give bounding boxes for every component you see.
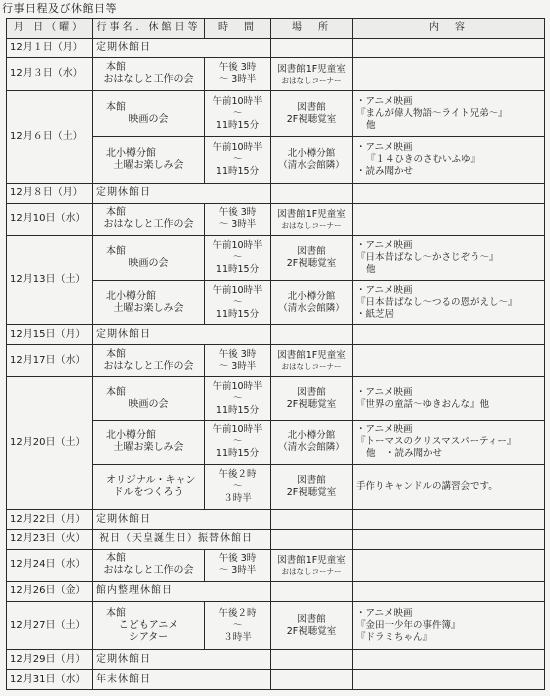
closure-cell: 年末休館日 [93, 670, 271, 690]
time-separator: 〜 [232, 480, 243, 492]
table-row [7, 90, 545, 137]
table-row [7, 377, 545, 421]
place-name: 図書館1F児童室 [277, 208, 346, 220]
empty-cell [271, 184, 353, 204]
date-cell: 12月１日（月） [7, 38, 93, 58]
place-cell [271, 420, 353, 464]
place-room: 2F視聴覚室 [286, 625, 337, 637]
time-end: 11時15分 [215, 263, 260, 275]
place-room: 2F視聴覚室 [286, 486, 337, 498]
time-end: 11時15分 [215, 119, 260, 131]
empty-cell [353, 529, 545, 549]
time-end: 11時15分 [215, 404, 260, 416]
time-start: 午後 3時 [218, 348, 257, 360]
table-row [7, 549, 545, 581]
content-line: 『金田一少年の事件簿』 [356, 619, 461, 631]
event-cell [93, 58, 205, 90]
content-cell [353, 90, 545, 137]
date-cell: 12月８日（月） [7, 184, 93, 204]
content-line: ・アニメ映画 [356, 95, 413, 107]
event-name: 映画の会 [128, 113, 169, 125]
content-cell [353, 236, 545, 281]
date-cell: 12月17日（水） [7, 345, 93, 377]
time-end: 〜 3時半 [218, 565, 257, 577]
event-cell [93, 137, 205, 184]
date-cell: 12月29日（月） [7, 650, 93, 670]
table-row [7, 38, 545, 58]
closure-cell: 定期休館日 [93, 650, 271, 670]
event-venue: 本館 [106, 245, 126, 257]
closure-cell: 定期休館日 [93, 38, 271, 58]
content-cell [353, 203, 545, 235]
event-name: おはなしと工作の会 [103, 219, 194, 231]
content-cell [353, 601, 545, 650]
table-row [7, 601, 545, 650]
empty-cell [353, 38, 545, 58]
content-line: 他 [366, 119, 376, 131]
event-venue: 北小樽分館 [106, 430, 156, 442]
event-name: おはなしと工作の会 [103, 74, 194, 86]
event-cell [93, 377, 205, 421]
event-name: 映画の会 [128, 398, 169, 410]
content-line: ・読み聞かせ [356, 166, 414, 178]
content-line: ・アニメ映画 [356, 239, 413, 251]
place-name: 図書館 [297, 386, 326, 398]
time-cell [205, 58, 271, 90]
place-name: 図書館1F児童室 [277, 350, 346, 362]
empty-cell [353, 581, 545, 601]
content-cell [353, 58, 545, 90]
event-cell [93, 549, 205, 581]
date-cell: 12月23日（火） [7, 529, 93, 549]
place-room: おはなしコーナー [281, 75, 342, 85]
event-cell [93, 203, 205, 235]
event-name: こどもアニメ [118, 619, 179, 631]
empty-cell [271, 670, 353, 690]
table-row [7, 670, 545, 690]
date-cell: 12月20日（土） [7, 377, 93, 510]
content-line: 『日本昔ばなし〜かさじぞう〜』 [356, 251, 499, 263]
place-name: 図書館 [297, 245, 326, 257]
event-venue: 本館 [106, 386, 126, 398]
event-cell [93, 280, 205, 325]
place-name: 図書館 [297, 101, 326, 113]
content-line: 『１４ひきのさむいふゆ』 [366, 154, 481, 166]
content-line: ・アニメ映画 [356, 284, 413, 296]
content-cell [353, 464, 545, 510]
time-start: 午前10時半 [212, 239, 263, 251]
time-cell [205, 420, 271, 464]
time-start: 午前10時半 [212, 284, 263, 296]
content-cell [353, 549, 545, 581]
content-line: ・アニメ映画 [356, 386, 413, 398]
place-cell [271, 601, 353, 650]
closure-cell: 定期休館日 [93, 325, 271, 345]
event-cell [93, 601, 205, 650]
empty-cell [353, 670, 545, 690]
event-cell [93, 345, 205, 377]
event-cell [93, 90, 205, 137]
place-cell [271, 58, 353, 90]
event-venue: 北小樽分館 [106, 290, 156, 302]
event-venue: 本館 [106, 553, 126, 565]
table-row [7, 203, 545, 235]
empty-cell [271, 325, 353, 345]
time-start: 午後２時 [218, 607, 257, 619]
table-row [7, 510, 545, 530]
time-end: 〜 3時半 [218, 360, 257, 372]
event-name: 土曜お楽しみ会 [113, 160, 184, 172]
place-cell [271, 377, 353, 421]
content-cell [353, 377, 545, 421]
date-cell: 12月31日（水） [7, 670, 93, 690]
table-row [7, 345, 545, 377]
place-cell [271, 345, 353, 377]
date-cell: 12月27日（土） [7, 601, 93, 650]
closure-cell: 祝日（天皇誕生日）振替休館日 [93, 529, 271, 549]
content-line: 手作りキャンドルの講習会です。 [356, 480, 498, 492]
event-name: オリジナル・キャン [106, 474, 196, 486]
content-line: 『トーマスのクリスマスパーティー』 [356, 436, 517, 448]
date-cell: 12月15日（月） [7, 325, 93, 345]
table-row [7, 581, 545, 601]
time-end: 〜 3時半 [218, 74, 257, 86]
event-cell [93, 236, 205, 281]
empty-cell [353, 650, 545, 670]
date-cell: 12月22日（月） [7, 510, 93, 530]
time-separator: 〜 [232, 154, 243, 166]
date-cell: 12月26日（金） [7, 581, 93, 601]
event-name: おはなしと工作の会 [103, 360, 194, 372]
place-name: 図書館 [297, 613, 326, 625]
event-name-cont: シアター [128, 631, 169, 643]
place-name: 図書館1F児童室 [277, 554, 346, 566]
place-name: 図書館 [297, 474, 326, 486]
place-cell [271, 236, 353, 281]
event-name: 土曜お楽しみ会 [113, 442, 184, 454]
time-separator: 〜 [232, 251, 243, 263]
event-cell [93, 464, 205, 510]
time-separator: 〜 [232, 436, 243, 448]
time-separator: 〜 [232, 392, 243, 404]
place-room: （清水会館隣） [278, 160, 345, 172]
event-venue: 本館 [106, 607, 126, 619]
event-venue: 本館 [106, 207, 126, 219]
time-start: 午前10時半 [212, 380, 263, 392]
content-line: ・アニメ映画 [356, 424, 413, 436]
empty-cell [271, 529, 353, 549]
table-row [7, 184, 545, 204]
empty-cell [271, 38, 353, 58]
content-line: ・アニメ映画 [356, 607, 413, 619]
place-name: 図書館1F児童室 [277, 63, 346, 75]
header-row [7, 19, 545, 39]
closure-cell: 定期休館日 [93, 184, 271, 204]
content-line: ・紙芝居 [356, 308, 395, 320]
table-row [7, 529, 545, 549]
time-start: 午前10時半 [212, 142, 263, 154]
event-name: 映画の会 [128, 257, 169, 269]
time-cell [205, 203, 271, 235]
table-row [7, 650, 545, 670]
closure-cell: 館内整理休館日 [93, 581, 271, 601]
time-end: ３時半 [223, 492, 252, 504]
place-cell [271, 464, 353, 510]
time-start: 午後 3時 [218, 553, 257, 565]
time-end: 11時15分 [215, 308, 260, 320]
header-date: 月 日（曜） [7, 19, 93, 39]
empty-cell [353, 510, 545, 530]
event-venue: 本館 [106, 62, 126, 74]
date-cell: 12月13日（土） [7, 236, 93, 325]
time-start: 午後２時 [218, 468, 257, 480]
header-event: 行事名．休館日等 [93, 19, 205, 39]
place-room: 2F視聴覚室 [286, 257, 337, 269]
table-row [7, 58, 545, 90]
event-cell [93, 420, 205, 464]
event-venue: 北小樽分館 [106, 148, 156, 160]
empty-cell [271, 510, 353, 530]
empty-cell [353, 325, 545, 345]
event-venue: 本館 [106, 348, 126, 360]
time-separator: 〜 [232, 107, 243, 119]
event-venue: 本館 [106, 101, 126, 113]
place-room: （清水会館隣） [278, 442, 345, 454]
date-cell: 12月６日（土） [7, 90, 93, 183]
time-separator: 〜 [232, 296, 243, 308]
content-cell [353, 420, 545, 464]
date-cell: 12月10日（水） [7, 203, 93, 235]
event-name: 土曜お楽しみ会 [113, 302, 184, 314]
time-end: 11時15分 [215, 448, 260, 460]
time-start: 午前10時半 [212, 95, 263, 107]
place-cell [271, 137, 353, 184]
place-room: 2F視聴覚室 [286, 398, 337, 410]
time-cell [205, 464, 271, 510]
date-cell: 12月３日（水） [7, 58, 93, 90]
time-end: ３時半 [223, 631, 252, 643]
empty-cell [271, 650, 353, 670]
content-line: 他 [366, 263, 376, 275]
header-place: 場 所 [271, 19, 353, 39]
content-cell [353, 280, 545, 325]
place-name: 北小樽分館 [287, 290, 336, 302]
time-cell [205, 345, 271, 377]
place-name: 北小樽分館 [287, 148, 336, 160]
time-cell [205, 236, 271, 281]
header-time: 時 間 [205, 19, 271, 39]
place-cell [271, 549, 353, 581]
header-content: 内 容 [353, 19, 545, 39]
event-name-cont: ドルをつくろう [113, 486, 184, 498]
schedule-table [6, 18, 545, 690]
empty-cell [353, 184, 545, 204]
place-room: おはなしコーナー [281, 566, 342, 576]
time-start: 午前10時半 [212, 424, 263, 436]
time-cell [205, 137, 271, 184]
place-room: おはなしコーナー [281, 220, 342, 230]
table-row [7, 236, 545, 281]
content-line: 『ドラミちゃん』 [356, 631, 433, 643]
date-cell: 12月24日（水） [7, 549, 93, 581]
place-cell [271, 203, 353, 235]
time-cell [205, 280, 271, 325]
content-line: ・アニメ映画 [356, 142, 413, 154]
time-end: 〜 3時半 [218, 219, 257, 231]
document-title: 行事日程及び休館日等 [2, 2, 117, 15]
time-cell [205, 601, 271, 650]
time-separator: 〜 [232, 619, 243, 631]
content-line: 『日本昔ばなし〜つるの恩がえし〜』 [356, 296, 518, 308]
time-cell [205, 549, 271, 581]
time-start: 午後 3時 [218, 207, 257, 219]
content-cell [353, 345, 545, 377]
place-room: 2F視聴覚室 [286, 113, 337, 125]
place-cell [271, 280, 353, 325]
place-room: （清水会館隣） [278, 302, 345, 314]
content-line: 『まんが偉人物語〜ライト兄弟〜』 [356, 107, 508, 119]
closure-cell: 定期休館日 [93, 510, 271, 530]
time-start: 午後 3時 [218, 62, 257, 74]
event-name: おはなしと工作の会 [103, 565, 194, 577]
content-cell [353, 137, 545, 184]
content-line: 『世界の童話〜ゆきおんな』他 [356, 398, 490, 410]
time-cell [205, 90, 271, 137]
content-line: 他 ・読み聞かせ [366, 448, 443, 460]
time-end: 11時15分 [215, 166, 260, 178]
empty-cell [271, 581, 353, 601]
place-room: おはなしコーナー [281, 362, 342, 372]
place-cell [271, 90, 353, 137]
place-name: 北小樽分館 [287, 430, 336, 442]
table-row [7, 325, 545, 345]
time-cell [205, 377, 271, 421]
